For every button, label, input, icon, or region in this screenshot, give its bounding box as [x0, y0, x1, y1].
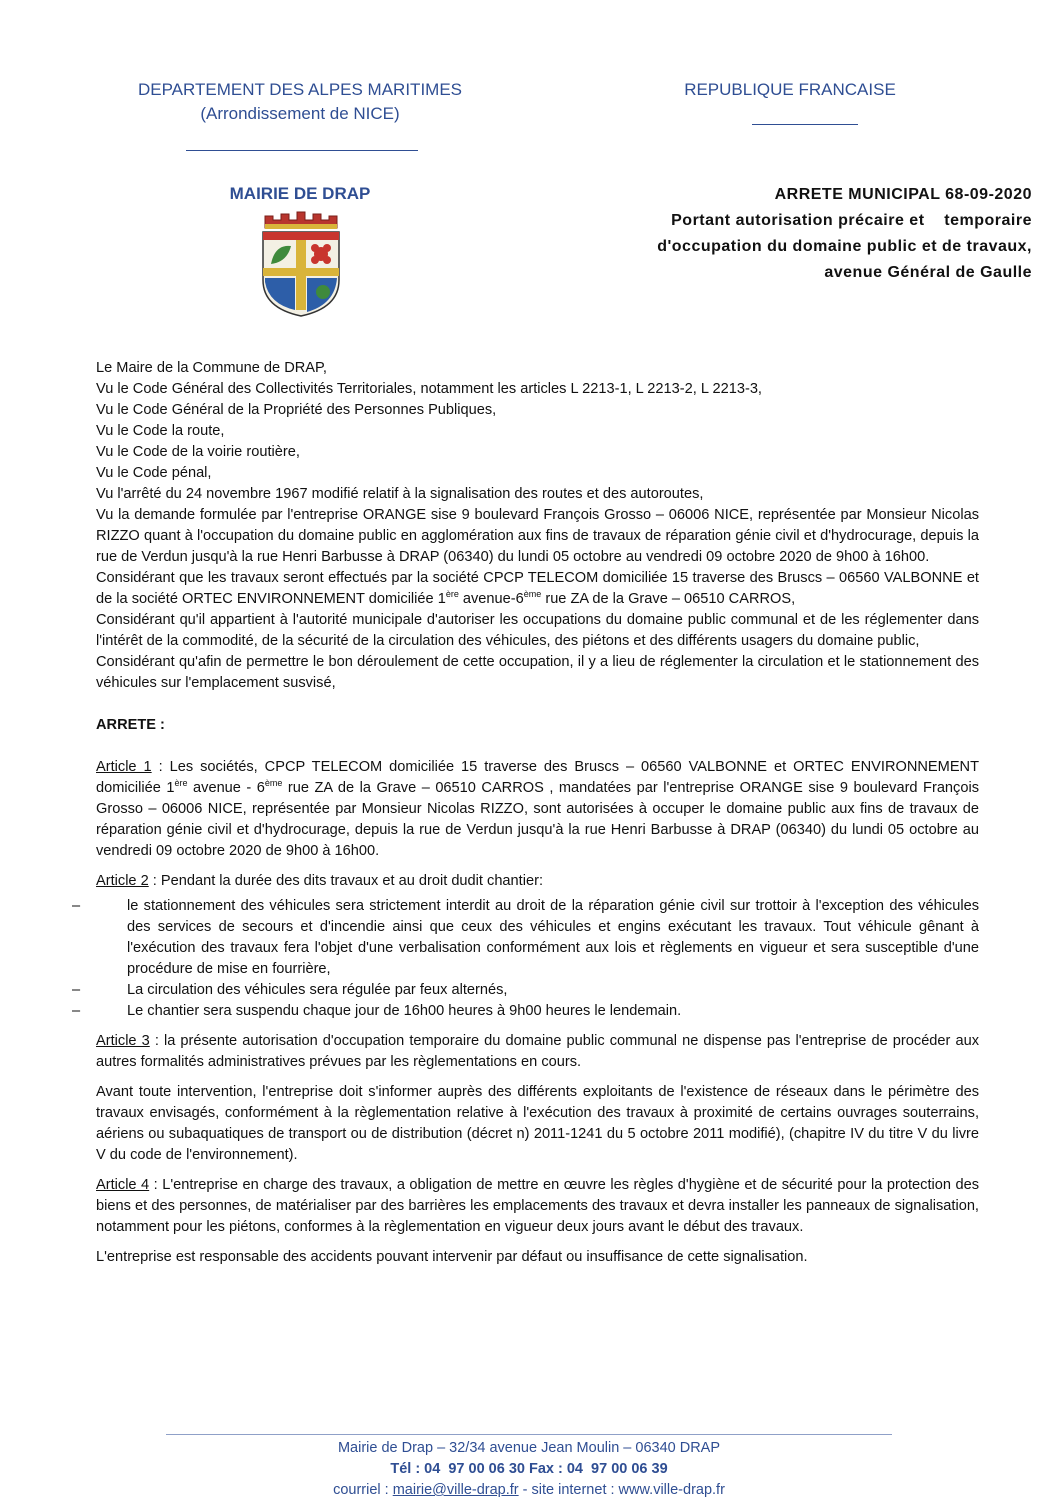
article-3-label: Article 3	[96, 1033, 150, 1049]
footer-address: Mairie de Drap – 32/34 avenue Jean Moulin – 06340 DRAP	[337, 1440, 721, 1456]
article-2-list	[72, 896, 979, 1022]
article-4: Article 4 : L'entreprise en charge des travaux, a obligation de mettre en œuvre les règles d'hygiène et de sécurité pour la protection des biens et des personnes, de matérialiser par des barrières les emplacements des travaux et devra installer les panneaux de signalisation, notamment pour les piétons, conformes à la règlementation en vigueur deux jours avant le début des travaux.	[96, 1177, 979, 1235]
department-line: DEPARTEMENT DES ALPES MARITIMES	[137, 80, 463, 99]
header-left-rule	[186, 150, 418, 151]
preamble-line: Vu le Code Général de la Propriété des Personnes Publiques,	[96, 402, 497, 418]
preamble-line: Vu le Code de la voirie routière,	[96, 444, 300, 460]
considerant-authority: Considérant qu'il appartient à l'autorité municipale d'autoriser les occupations du domaine public communal et de les réglementer dans l'intérêt de la commodité, de la sécurité de la circulation des véhicules, des piétons et des différents usagers du domaine public,	[96, 612, 979, 649]
article-1-label: Article 1	[96, 759, 152, 775]
article-2-label: Article 2	[96, 873, 149, 889]
preamble-line: Vu le Code Général des Collectivités Territoriales, notamment les articles L 2213-1, L 2213-2, L 2213-3,	[96, 381, 762, 397]
article-4-liability: L'entreprise est responsable des accidents pouvant intervenir par défaut ou insuffisance de cette signalisation.	[96, 1249, 808, 1265]
preamble-line: Vu l'arrêté du 24 novembre 1967 modifié relatif à la signalisation des routes et des autoroutes,	[96, 486, 704, 502]
email-link[interactable]: mairie@ville-drap.fr	[392, 1482, 519, 1498]
coat-of-arms-icon	[255, 210, 347, 318]
arrete-heading: ARRETE :	[96, 717, 165, 733]
decree-body	[72, 358, 980, 1268]
arrondissement-line: (Arrondissement de NICE)	[200, 104, 400, 123]
list-item: – Le chantier sera suspendu chaque jour de 16h00 heures à 9h00 heures le lendemain.	[72, 1003, 682, 1019]
article-3-networks: Avant toute intervention, l'entreprise doit s'informer auprès des différents exploitants de l'existence de réseaux dans le périmètre des travaux envisagés, conformément à la règlementation relative à l'exécution des travaux à proximité de certains ouvrages souterrains, aériens ou subaquatiques de transport ou de distribution (décret n) 2011-1241 du 5 octobre 2011 modifié), (chapitre IV du titre V du livre V du code de l'environnement).	[96, 1084, 979, 1163]
decree-subtitle-2: d'occupation du domaine public et de travaux,	[657, 238, 1032, 255]
considerant-contractors: Considérant que les travaux seront effectués par la société CPCP TELECOM domiciliée 15 traverse des Bruscs – 06560 VALBONNE et de la société ORTEC ENVIRONNEMENT domiciliée 1ère avenue-6ème rue ZA de la Grave – 06510 CARROS,	[96, 570, 979, 607]
preamble-request: Vu la demande formulée par l'entreprise ORANGE sise 9 boulevard François Grosso – 06006 NICE, représentée par Monsieur Nicolas RIZZO quant à l'occupation du domaine public en agglomération aux fins de travaux de réparation génie civil et d'hydrocurage, depuis la rue de Verdun jusqu'à la rue Henri Barbusse à DRAP (06340) du lundi 05 octobre au vendredi 09 octobre 2020 de 9h00 à 16h00.	[96, 507, 979, 565]
footer-rule	[166, 1434, 892, 1435]
republique-label: REPUBLIQUE FRANCAISE	[684, 80, 896, 99]
footer-phone: Tél : 04 97 00 06 30 Fax : 04 97 00 06 39	[390, 1461, 668, 1477]
header-right-rule	[752, 124, 858, 125]
considerant-regulation: Considérant qu'afin de permettre le bon déroulement de cette occupation, il y a lieu de réglementer la circulation et le stationnement des véhicules sur l'emplacement susvisé,	[96, 654, 979, 691]
preamble-line: Le Maire de la Commune de DRAP,	[96, 360, 327, 376]
article-3: Article 3 : la présente autorisation d'occupation temporaire du domaine public communal ne dispense pas l'entreprise de procéder aux autres formalités administratives prévues par les règlementations en cours.	[96, 1033, 980, 1070]
preamble-line: Vu le Code la route,	[96, 423, 225, 439]
footer	[0, 1438, 1058, 1501]
list-item: – le stationnement des véhicules sera strictement interdit au droit de la réparation génie civil sur trottoir à l'exception des véhicules des services de secours et d'incendie ainsi que ceux des véhicules et engins exécutant les travaux. Tout véhicule gênant à l'exécution des travaux fera l'objet d'une verbalisation conformément aux lois et règlements en vigueur et sera susceptible d'une procédure de mise en fourrière,	[72, 898, 979, 977]
decree-subtitle-3: avenue Général de Gaulle	[824, 264, 1032, 281]
decree-subtitle-1: Portant autorisation précaire et temporaire	[671, 212, 1032, 229]
article-2: Article 2 : Pendant la durée des dits travaux et au droit dudit chantier:	[96, 873, 543, 889]
preamble-line: Vu le Code pénal,	[96, 465, 212, 481]
list-item: – La circulation des véhicules sera régulée par feux alternés,	[72, 982, 508, 998]
article-1: Article 1 : Les sociétés, CPCP TELECOM domiciliée 15 traverse des Bruscs – 06560 VALBONNE et ORTEC ENVIRONNEMENT domiciliée 1ère avenue - 6ème rue ZA de la Grave – 06510 CARROS , mandatées par l'entreprise ORANGE sise 9 boulevard François Grosso – 06006 NICE, représentée par Monsieur Nicolas RIZZO, sont autorisées à occuper le domaine public aux fins de travaux de réparation génie civil et d'hydrocurage, depuis la rue de Verdun jusqu'à la rue Henri Barbusse à DRAP (06340) du lundi 05 octobre au vendredi 09 octobre 2020 de 9h00 à 16h00.	[96, 759, 980, 859]
website-link[interactable]: - site internet : www.ville-drap.fr	[518, 1482, 725, 1498]
decree-title-block	[500, 182, 1032, 286]
decree-number: ARRETE MUNICIPAL 68-09-2020	[774, 186, 1032, 203]
header-left	[110, 78, 490, 126]
footer-contact: courriel : mairie@ville-drap.fr - site internet : www.ville-drap.fr	[333, 1482, 725, 1498]
article-4-label: Article 4	[96, 1177, 150, 1193]
mairie-title: MAIRIE DE DRAP	[229, 184, 371, 203]
